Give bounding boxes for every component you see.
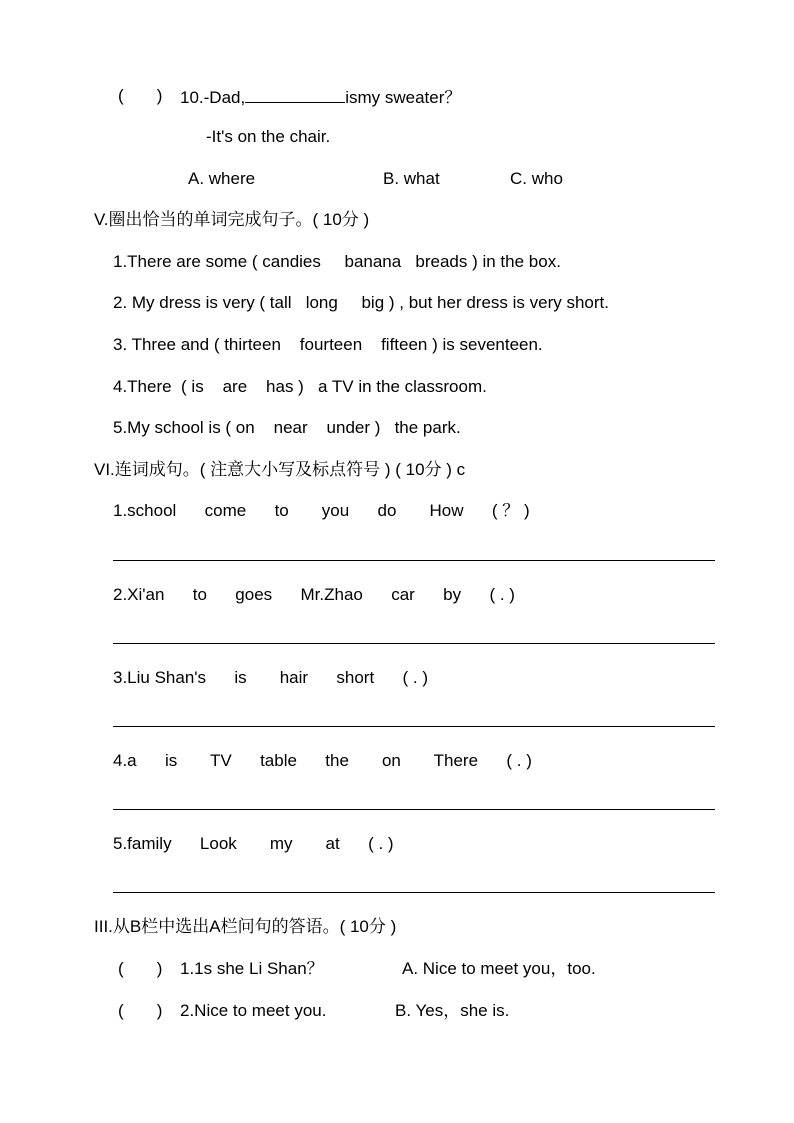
answer-line-1[interactable] (113, 560, 715, 561)
section6-heading: VI.连词成句。( 注意大小写及标点符号 ) ( 10分 ) c (94, 460, 466, 479)
q10-option-a: A. where (188, 169, 256, 188)
q10-prefix: 10.-Dad, (180, 88, 246, 107)
answer-line-5[interactable] (113, 892, 715, 893)
q10-option-b: B. what (383, 169, 440, 188)
answer-line-4[interactable] (113, 809, 715, 810)
q10-option-c: C. who (510, 169, 563, 188)
q10-paren: ( ) (118, 86, 163, 105)
q10-question (180, 86, 461, 108)
section3-heading: III.从B栏中选出A栏问句的答语。( 10分 ) (94, 917, 397, 936)
section6-item-5: 5.family Look my at ( . ) (113, 834, 394, 853)
section5-item-3: 3. Three and ( thirteen fourteen fifteen ) is seventeen. (113, 335, 543, 354)
section3-row-1-option: A. Nice to meet you，too. (402, 959, 596, 978)
section5-item-1: 1.There are some ( candies banana breads ) in the box. (113, 252, 561, 271)
section5-heading: V.圈出恰当的单词完成句子。( 10分 ) (94, 210, 370, 229)
section3-row-2-paren: ( ) (118, 1001, 163, 1020)
answer-line-3[interactable] (113, 726, 715, 727)
section3-row-1-paren: ( ) (118, 959, 163, 978)
section6-item-1: 1.school come to you do How ( ？ ) (113, 501, 530, 520)
section3-row-1-question: 1.1s she Li Shan？ (180, 959, 324, 978)
answer-line-2[interactable] (113, 643, 715, 644)
section6-item-3: 3.Liu Shan's is hair short ( . ) (113, 668, 429, 687)
answer-blank[interactable] (245, 86, 345, 103)
section3-row-2-option: B. Yes，she is. (395, 1001, 510, 1020)
section6-item-4: 4.a is TV table the on There ( . ) (113, 751, 532, 770)
section6-item-2: 2.Xi'an to goes Mr.Zhao car by ( . ) (113, 585, 515, 604)
section3-row-2-question: 2.Nice to meet you. (180, 1001, 327, 1020)
q10-answer: -It's on the chair. (206, 127, 331, 146)
q10-suffix: ismy sweater？ (345, 88, 462, 107)
section5-item-5: 5.My school is ( on near under ) the park. (113, 418, 461, 437)
section5-item-2: 2. My dress is very ( tall long big ) , but her dress is very short. (113, 293, 609, 312)
section5-item-4: 4.There ( is are has ) a TV in the classroom. (113, 377, 487, 396)
